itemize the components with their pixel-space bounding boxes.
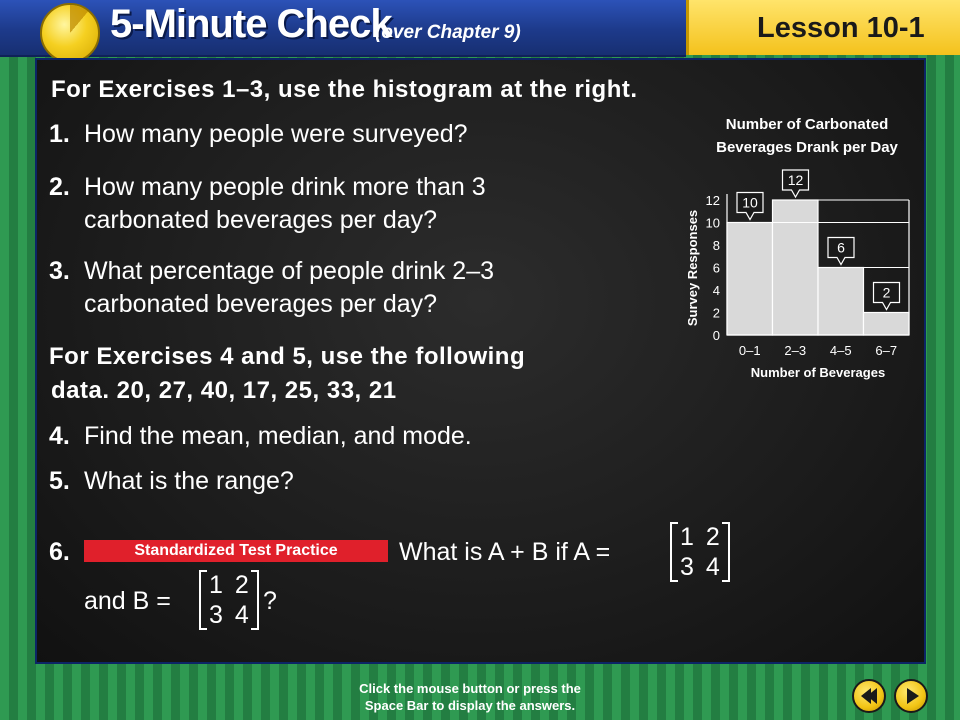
matrix-b-cell: 2 xyxy=(234,571,249,599)
y-tick-label: 0 xyxy=(712,328,720,343)
chart-title-line1: Number of Carbonated xyxy=(725,116,889,133)
y-axis-label: Survey Responses xyxy=(685,209,700,327)
content-panel xyxy=(35,58,926,664)
back-arrow-icon xyxy=(858,685,880,707)
header-title-area xyxy=(0,0,686,57)
matrix-a-cell: 1 xyxy=(680,523,694,551)
q2-line2: carbonated beverages per day? xyxy=(84,206,438,234)
next-button[interactable] xyxy=(894,679,928,713)
y-tick-label: 4 xyxy=(712,283,720,298)
q5-text: What is the range? xyxy=(84,467,294,495)
y-tick-label: 10 xyxy=(705,215,720,231)
footer-line1: Click the mouse button or press the xyxy=(359,681,581,696)
q2-number: 2. xyxy=(49,173,70,201)
q4-text: Find the mean, median, and mode. xyxy=(84,422,472,450)
footer-line2: Space Bar to display the answers. xyxy=(364,698,576,713)
x-axis-label: Number of Beverages xyxy=(750,365,886,380)
q1-text: How many people were surveyed? xyxy=(84,120,468,148)
clock-icon xyxy=(40,3,100,63)
standardized-test-badge: Standardized Test Practice xyxy=(84,540,388,562)
x-tick-label: 0–1 xyxy=(738,343,761,358)
q3-line1: What percentage of people drink 2–3 xyxy=(84,257,494,285)
q6-tail: ? xyxy=(263,587,277,615)
q6-text-a: What is A + B if A = xyxy=(399,538,611,566)
y-tick-label: 8 xyxy=(712,238,720,253)
data-label: 10 xyxy=(742,194,758,211)
q6-number: 6. xyxy=(49,538,70,566)
q3-number: 3. xyxy=(49,257,70,285)
histogram-bar xyxy=(727,223,773,336)
previous-button[interactable] xyxy=(852,679,886,713)
x-tick-label: 2–3 xyxy=(784,343,807,358)
q3-line2: carbonated beverages per day? xyxy=(84,290,438,318)
x-tick-label: 6–7 xyxy=(875,343,898,358)
data-label: 2 xyxy=(882,284,891,301)
y-tick-label: 12 xyxy=(705,193,720,208)
q6-text-b: and B = xyxy=(84,587,171,615)
histogram-bar xyxy=(773,200,819,335)
q5-number: 5. xyxy=(49,467,70,495)
lesson-tab xyxy=(686,0,960,55)
matrix-a-cell: 4 xyxy=(705,553,720,581)
data-label: 12 xyxy=(787,172,804,188)
section2-line2: data. 20, 27, 40, 17, 25, 33, 21 xyxy=(51,377,397,404)
histogram-bar xyxy=(818,268,864,336)
matrix-b-cell: 4 xyxy=(234,601,249,629)
footer-instructions xyxy=(300,680,640,714)
q4-number: 4. xyxy=(49,422,70,450)
x-tick-label: 4–5 xyxy=(829,343,852,358)
histogram-bar xyxy=(864,313,910,336)
data-label: 6 xyxy=(837,239,845,256)
q1-number: 1. xyxy=(49,120,70,148)
page-title: 5-Minute Check xyxy=(110,2,392,46)
q2-line1: How many people drink more than 3 xyxy=(84,173,486,201)
matrix-a-cell: 2 xyxy=(705,523,720,551)
matrix-a-cell: 3 xyxy=(680,553,694,581)
matrix-b-cell: 3 xyxy=(209,601,223,629)
lesson-label: Lesson 10-1 xyxy=(757,12,925,44)
section2-line1: For Exercises 4 and 5, use the following xyxy=(49,343,526,370)
section1-heading: For Exercises 1–3, use the histogram at the right. xyxy=(51,76,638,103)
y-tick-label: 6 xyxy=(712,260,720,276)
matrix-b-cell: 1 xyxy=(209,571,223,599)
forward-arrow-icon xyxy=(900,685,922,707)
matrix-a xyxy=(670,522,730,582)
chart-title-line2: Beverages Drank per Day xyxy=(716,139,898,156)
histogram-chart xyxy=(667,160,917,385)
page-subtitle: (over Chapter 9) xyxy=(375,22,521,43)
header-bar xyxy=(0,0,960,55)
y-tick-label: 2 xyxy=(712,305,720,321)
matrix-b xyxy=(199,570,259,630)
